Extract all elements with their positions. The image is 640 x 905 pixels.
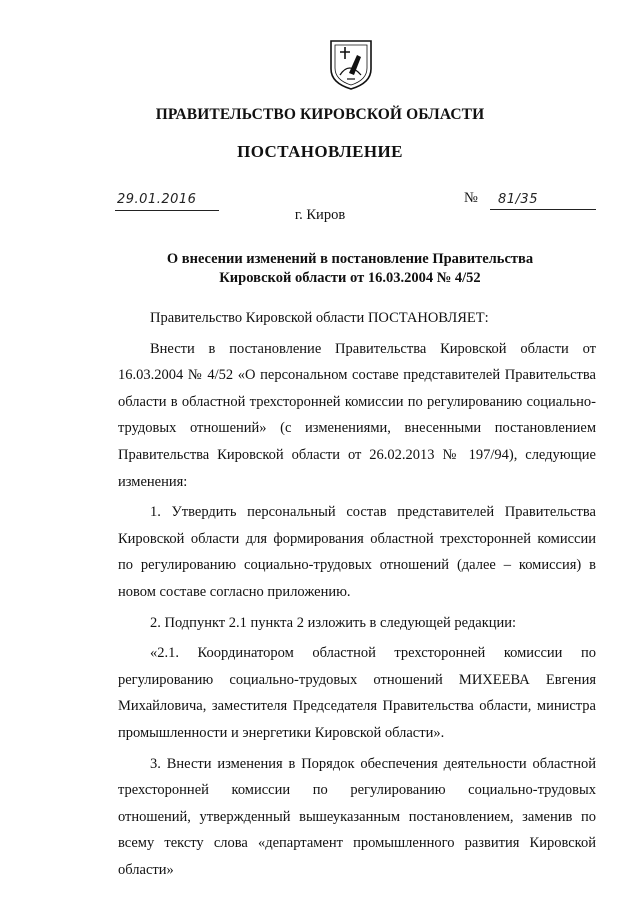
- document-title: [0, 250, 640, 288]
- city: г. Киров: [294, 207, 346, 223]
- title-line-2: Кировской области от 16.03.2004 № 4/52: [219, 270, 481, 286]
- item-2-quote: «2.1. Координатором областной трехсторонней комиссии по регулированию социально-трудовых отношений МИХЕЕВА Евгения Михайловича, заместителя Председателя Правительства области, министра промышленности и энергетики Кировской области».: [118, 645, 596, 741]
- item-2: 2. Подпункт 2.1 пункта 2 изложить в следующей редакции:: [150, 614, 517, 631]
- document-date: 29.01.2016: [117, 192, 197, 207]
- coat-of-arms-emblem: [327, 35, 375, 91]
- document-type: ПОСТАНОВЛЕНИЕ: [237, 142, 403, 161]
- number-sign: №: [464, 190, 478, 206]
- document-number: 81/35: [498, 192, 538, 207]
- preamble: Правительство Кировской области ПОСТАНОВЛЯЕТ:: [150, 310, 489, 326]
- intro-paragraph: Внести в постановление Правительства Кировской области от 16.03.2004 № 4/52 «О персональном составе представителей Правительства области в областной трехсторонней комиссии по регулированию социально-трудовых отношений» (с изменениями, внесенными постановлением Правительства Кировской области от 26.02.2013 № 197/94), следующие изменения:: [118, 340, 596, 490]
- organization-name: ПРАВИТЕЛЬСТВО КИРОВСКОЙ ОБЛАСТИ: [155, 106, 485, 123]
- document-body: [118, 305, 596, 883]
- title-line-1: О внесении изменений в постановление Правительства: [166, 251, 534, 267]
- item-3: 3. Внести изменения в Порядок обеспечения деятельности областной трехсторонней комиссии по регулированию социально-трудовых отношений, утвержденный вышеуказанным постановлением, заменив по всему тексту слова «департамент промышленного развития Кировской области»: [118, 755, 596, 878]
- item-1: 1. Утвердить персональный состав представителей Правительства Кировской области для формирования областной трехсторонней комиссии по регулированию социально-трудовых отношений (далее – комиссия) в новом составе согласно приложению.: [118, 504, 596, 600]
